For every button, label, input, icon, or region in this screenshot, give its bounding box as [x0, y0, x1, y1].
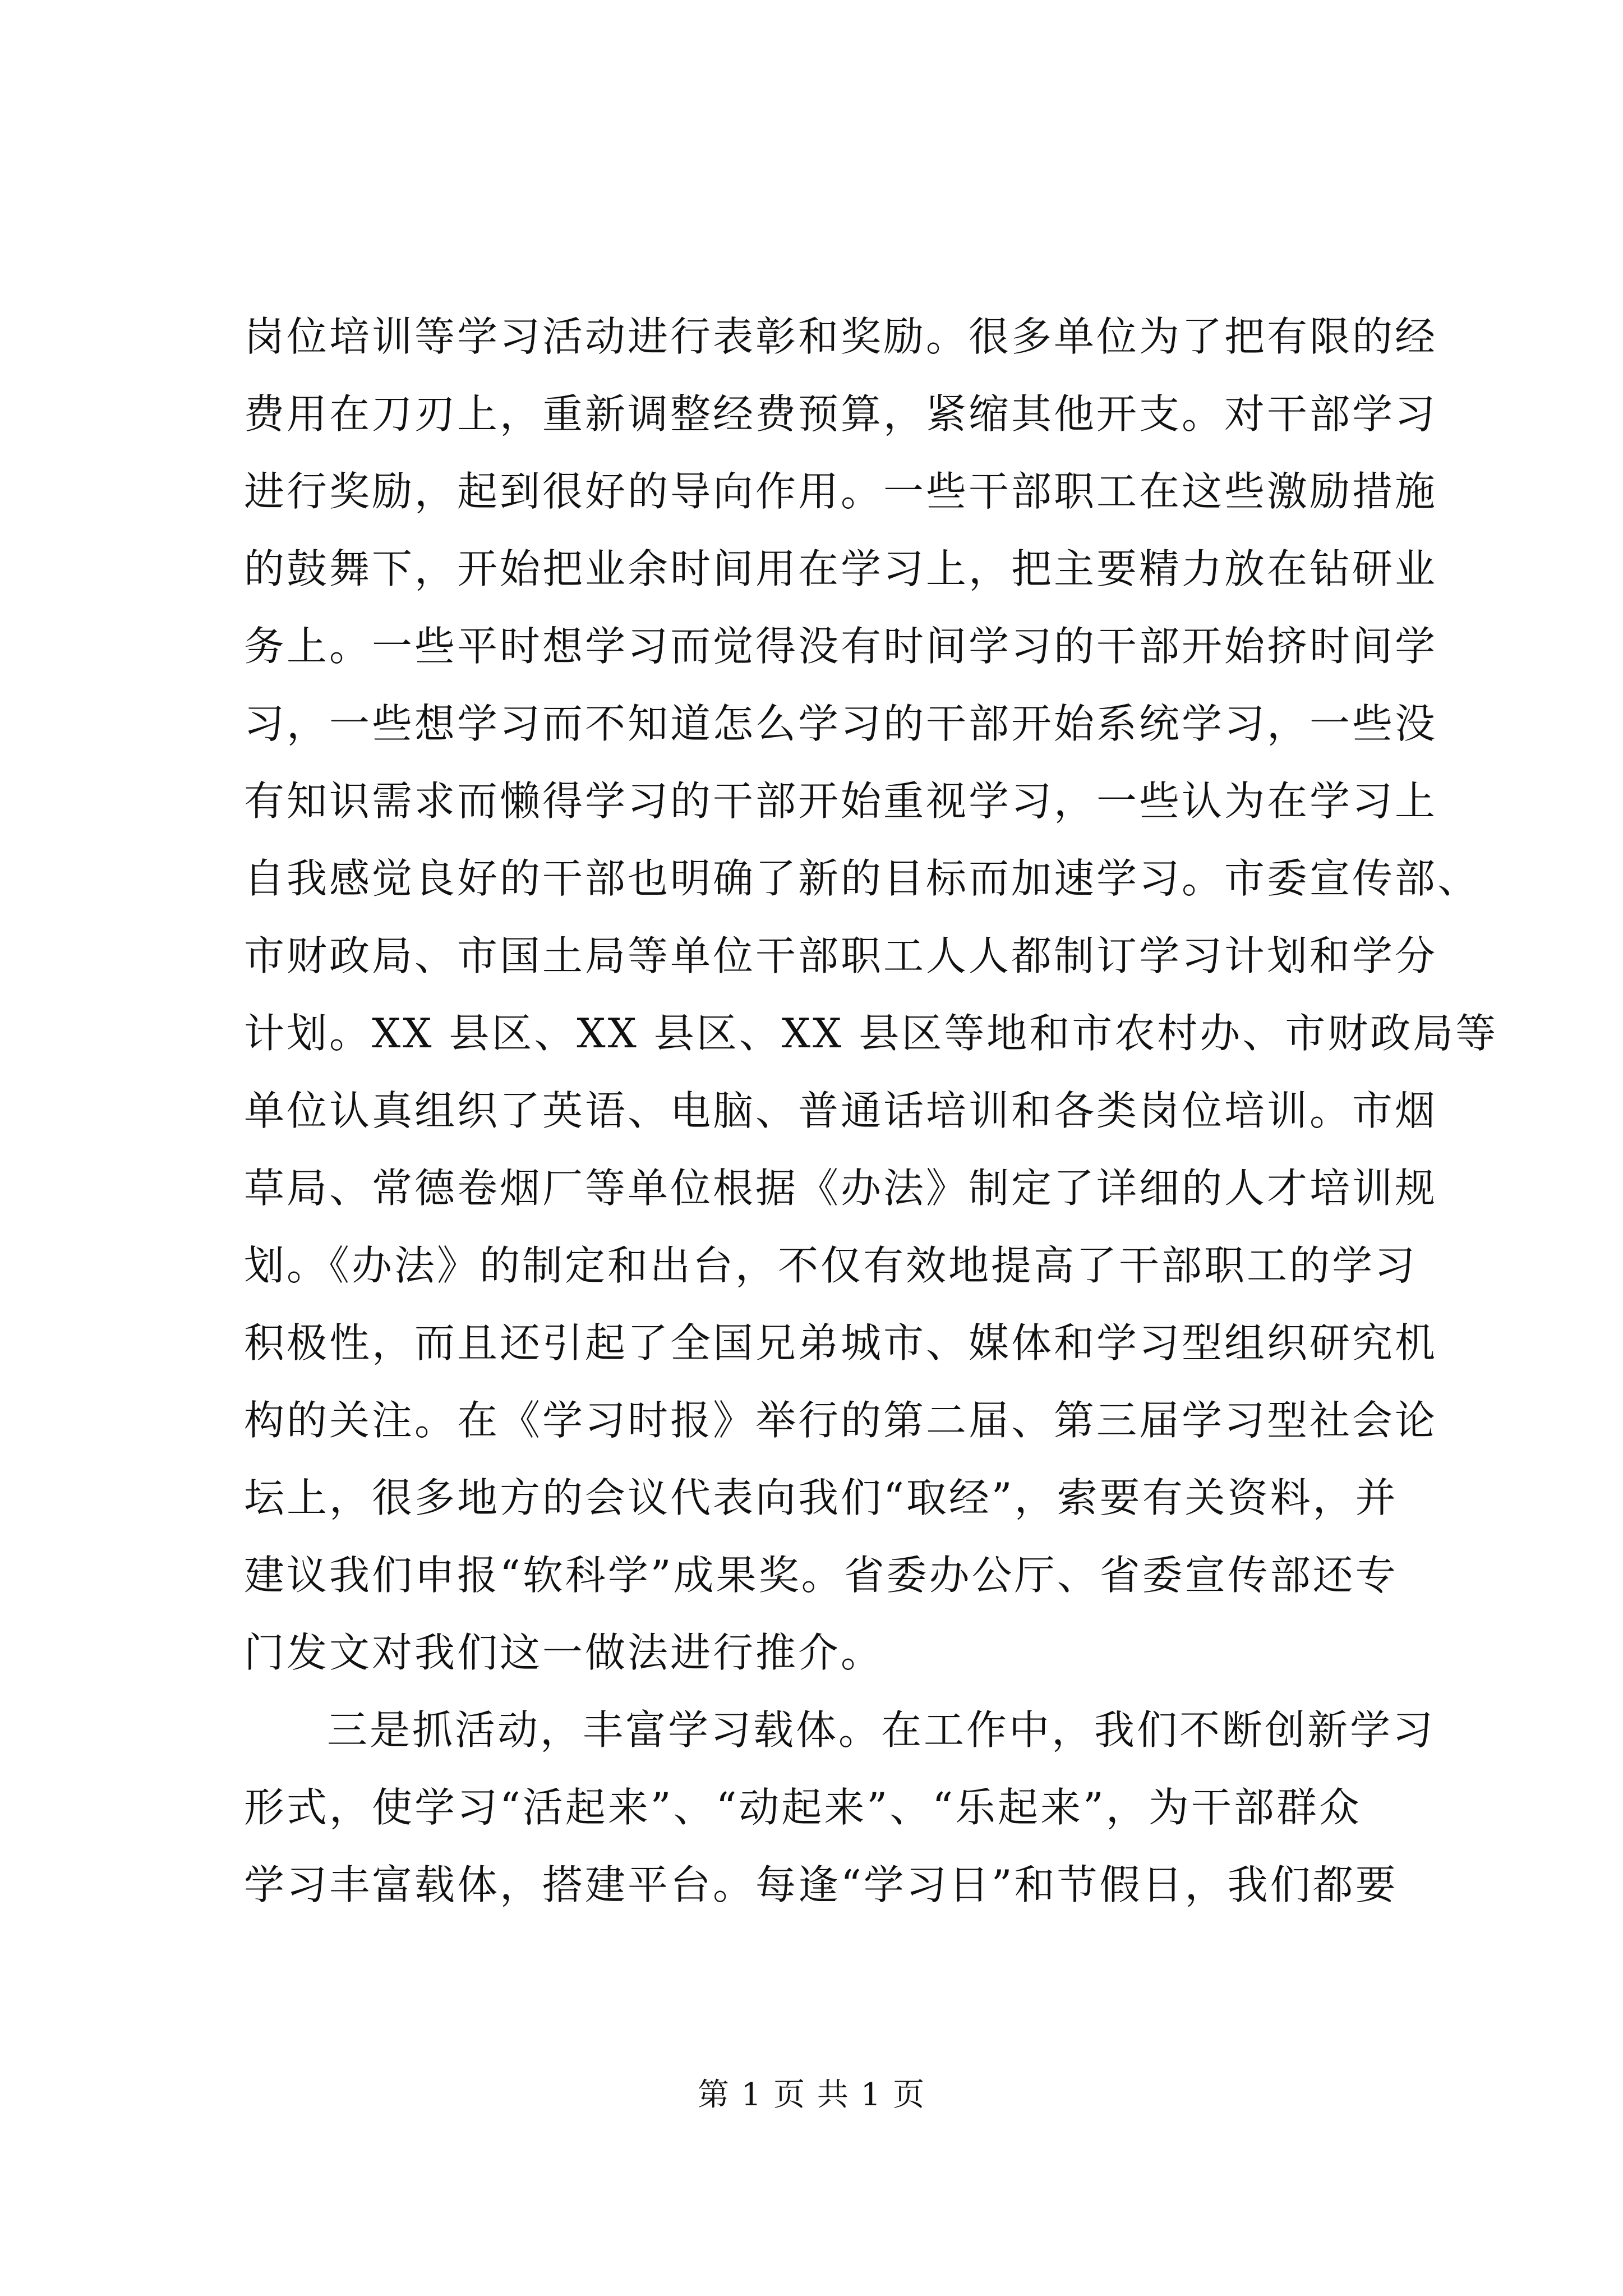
body-text-line: 计划。XX 县区、XX 县区、XX 县区等地和市农村办、市财政局等 [244, 1010, 1498, 1057]
body-text-line: 构的关注。在《学习时报》举行的第二届、第三届学习型社会论 [244, 1397, 1438, 1444]
paragraph-first-line: 三是抓活动，丰富学习载体。在工作中，我们不断创新学习 [327, 1706, 1436, 1754]
body-text-line: 建议我们申报“软科学”成果奖。省委办公厅、省委宣传部还专 [244, 1552, 1398, 1599]
body-text-line: 市财政局、市国土局等单位干部职工人人都制订学习计划和学分 [244, 932, 1438, 979]
body-text-line: 门发文对我们这一做法进行推介。 [244, 1629, 884, 1676]
body-text-line: 学习丰富载体，搭建平台。每逢“学习日”和节假日，我们都要 [244, 1861, 1398, 1908]
body-text-line: 务上。一些平时想学习而觉得没有时间学习的干部开始挤时间学 [244, 623, 1438, 670]
body-text-line: 坛上，很多地方的会议代表向我们“取经”，索要有关资料，并 [244, 1474, 1398, 1521]
body-text-line: 单位认真组织了英语、电脑、普通话培训和各类岗位培训。市烟 [244, 1087, 1438, 1134]
body-text-line: 有知识需求而懒得学习的干部开始重视学习，一些认为在学习上 [244, 777, 1438, 825]
body-text-line: 进行奖励，起到很好的导向作用。一些干部职工在这些激励措施 [244, 468, 1438, 515]
body-text-line: 费用在刀刃上，重新调整经费预算，紧缩其他开支。对干部学习 [244, 390, 1438, 438]
body-text-line: 积极性，而且还引起了全国兄弟城市、媒体和学习型组织研究机 [244, 1319, 1438, 1366]
body-text-line: 岗位培训等学习活动进行表彰和奖励。很多单位为了把有限的经 [244, 313, 1438, 360]
body-text-line: 自我感觉良好的干部也明确了新的目标而加速学习。市委宣传部、 [244, 855, 1481, 902]
body-text-line: 划。《办法》的制定和出台，不仅有效地提高了干部职工的学习 [244, 1242, 1418, 1289]
body-text-line: 的鼓舞下，开始把业余时间用在学习上，把主要精力放在钻研业 [244, 545, 1438, 592]
body-text-line: 习，一些想学习而不知道怎么学习的干部开始系统学习，一些没 [244, 700, 1438, 747]
body-text-line: 草局、常德卷烟厂等单位根据《办法》制定了详细的人才培训规 [244, 1165, 1438, 1212]
body-text-line: 形式，使学习“活起来”、“动起来”、“乐起来”，为干部群众 [244, 1784, 1362, 1831]
page-footer: 第 1 页 共 1 页 [697, 2077, 926, 2113]
